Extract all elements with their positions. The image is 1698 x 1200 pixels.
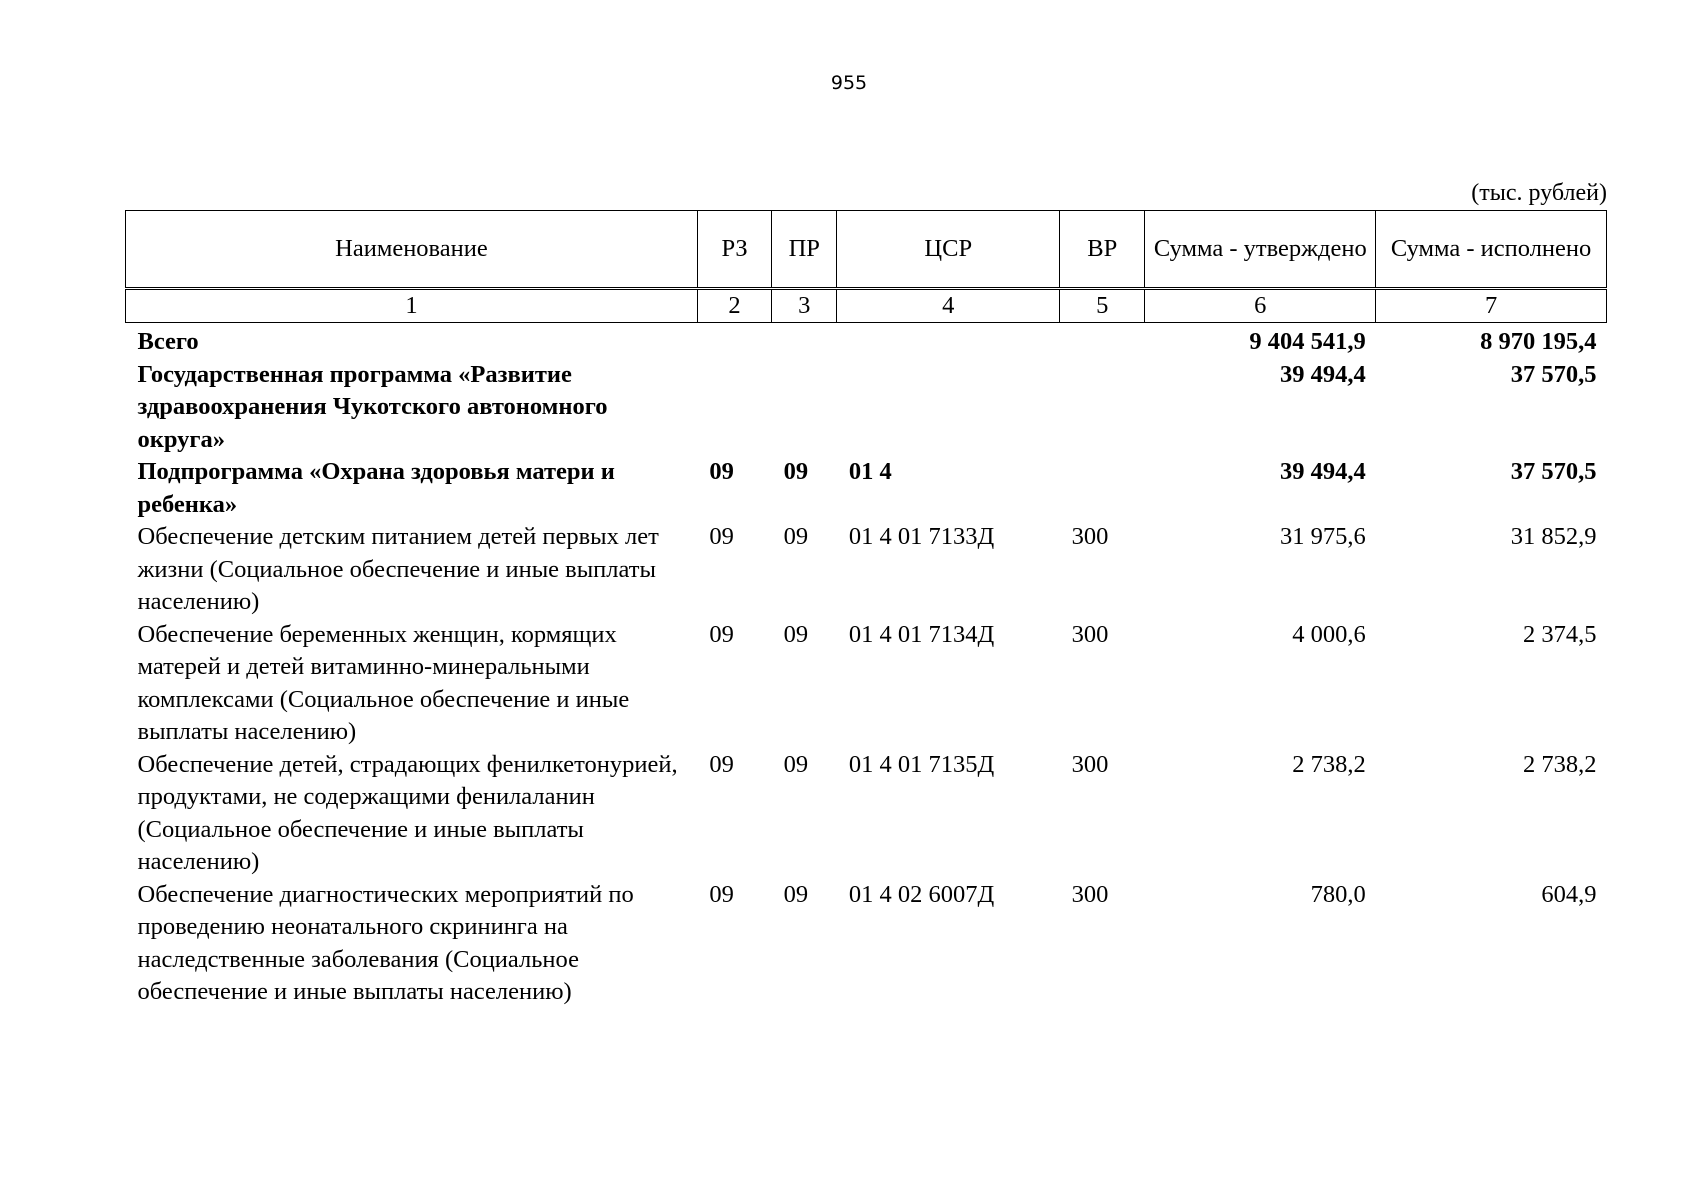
row-approved: 39 494,4: [1279, 360, 1366, 388]
table-row: [126, 323, 1607, 359]
row-csr: 01 4 01 7135Д: [848, 750, 995, 778]
row-vr: [1060, 323, 1145, 359]
column-number: 2: [697, 289, 771, 323]
row-pr: [772, 359, 837, 457]
row-csr: [837, 359, 1060, 457]
row-pr: 09: [783, 458, 809, 485]
row-vr: 300: [1071, 523, 1109, 550]
table-header: [126, 211, 1607, 323]
row-executed: 8 970 195,4: [1480, 328, 1597, 355]
row-name: Обеспечение беременных женщин, кормящих матерей и детей витаминно-минеральными комплексами (Социальное обеспечение и иные выплаты населению): [137, 620, 630, 745]
header-pr: ПР: [772, 211, 837, 289]
row-rz: [697, 359, 771, 457]
header-csr: ЦСР: [837, 211, 1060, 289]
page-number: 955: [830, 72, 868, 94]
table-row: [126, 359, 1607, 457]
column-number: 5: [1060, 289, 1145, 323]
row-csr: 01 4 02 6007Д: [848, 880, 995, 908]
row-approved: 780,0: [1310, 880, 1366, 908]
header-rz: РЗ: [697, 211, 771, 289]
row-csr: 01 4: [848, 458, 892, 485]
column-number: 4: [837, 289, 1060, 323]
row-csr: [837, 323, 1060, 359]
row-rz: [697, 323, 771, 359]
row-vr: [1060, 359, 1145, 457]
row-pr: [772, 323, 837, 359]
header-name: Наименование: [126, 211, 698, 289]
row-approved: 39 494,4: [1279, 458, 1366, 485]
row-rz: 09: [709, 523, 734, 550]
row-pr: 09: [783, 750, 809, 778]
row-rz: 09: [709, 458, 734, 485]
table-row: [126, 749, 1607, 879]
row-csr: 01 4 01 7134Д: [848, 620, 995, 648]
row-approved: 4 000,6: [1292, 620, 1366, 648]
row-name: Государственная программа «Развитие здравоохранения Чукотского автономного округа»: [137, 360, 608, 453]
header-vr: ВР: [1060, 211, 1145, 289]
column-number: 1: [126, 289, 698, 323]
row-executed: 37 570,5: [1510, 360, 1597, 388]
header-approved: Сумма - утверждено: [1145, 211, 1376, 289]
table-row: [126, 879, 1607, 1009]
row-vr: 300: [1071, 750, 1109, 778]
row-executed: 2 374,5: [1523, 620, 1597, 648]
table-body: [126, 323, 1607, 1009]
column-number: 6: [1145, 289, 1376, 323]
header-row: [126, 211, 1607, 289]
row-pr: 09: [783, 880, 809, 908]
row-rz: 09: [709, 750, 734, 778]
column-number: 3: [772, 289, 837, 323]
row-pr: 09: [783, 523, 809, 550]
row-vr: 300: [1071, 620, 1109, 648]
row-vr: 300: [1071, 880, 1109, 908]
row-rz: 09: [709, 880, 734, 908]
units-label: (тыс. рублей): [1471, 180, 1607, 206]
table-row: [126, 521, 1607, 619]
row-name: Подпрограмма «Охрана здоровья матери и ребенка»: [137, 458, 615, 518]
row-executed: 37 570,5: [1510, 458, 1597, 485]
row-vr: [1060, 456, 1145, 521]
column-number-row: [126, 289, 1607, 323]
row-name: Всего: [137, 328, 199, 355]
table-row: [126, 456, 1607, 521]
row-executed: 2 738,2: [1523, 750, 1597, 778]
row-approved: 2 738,2: [1292, 750, 1366, 778]
row-executed: 31 852,9: [1510, 523, 1597, 550]
header-executed: Сумма - исполнено: [1376, 211, 1607, 289]
row-approved: 31 975,6: [1279, 523, 1366, 550]
row-rz: 09: [709, 620, 734, 648]
table-row: [126, 619, 1607, 749]
row-name: Обеспечение детским питанием детей первых лет жизни (Социальное обеспечение и иные выплаты населению): [137, 523, 659, 615]
row-name: Обеспечение детей, страдающих фенилкетонурией, продуктами, не содержащими фенилаланин (Социальное обеспечение и иные выплаты населению): [137, 750, 678, 875]
row-pr: 09: [783, 620, 809, 648]
row-executed: 604,9: [1541, 880, 1597, 908]
column-number: 7: [1376, 289, 1607, 323]
row-name: Обеспечение диагностических мероприятий по проведению неонатального скрининга на наследственные заболевания (Социальное обеспечение и иные выплаты населению): [137, 880, 634, 1005]
row-approved: 9 404 541,9: [1249, 328, 1366, 355]
row-csr: 01 4 01 7133Д: [848, 523, 995, 550]
budget-table: [125, 210, 1607, 1009]
